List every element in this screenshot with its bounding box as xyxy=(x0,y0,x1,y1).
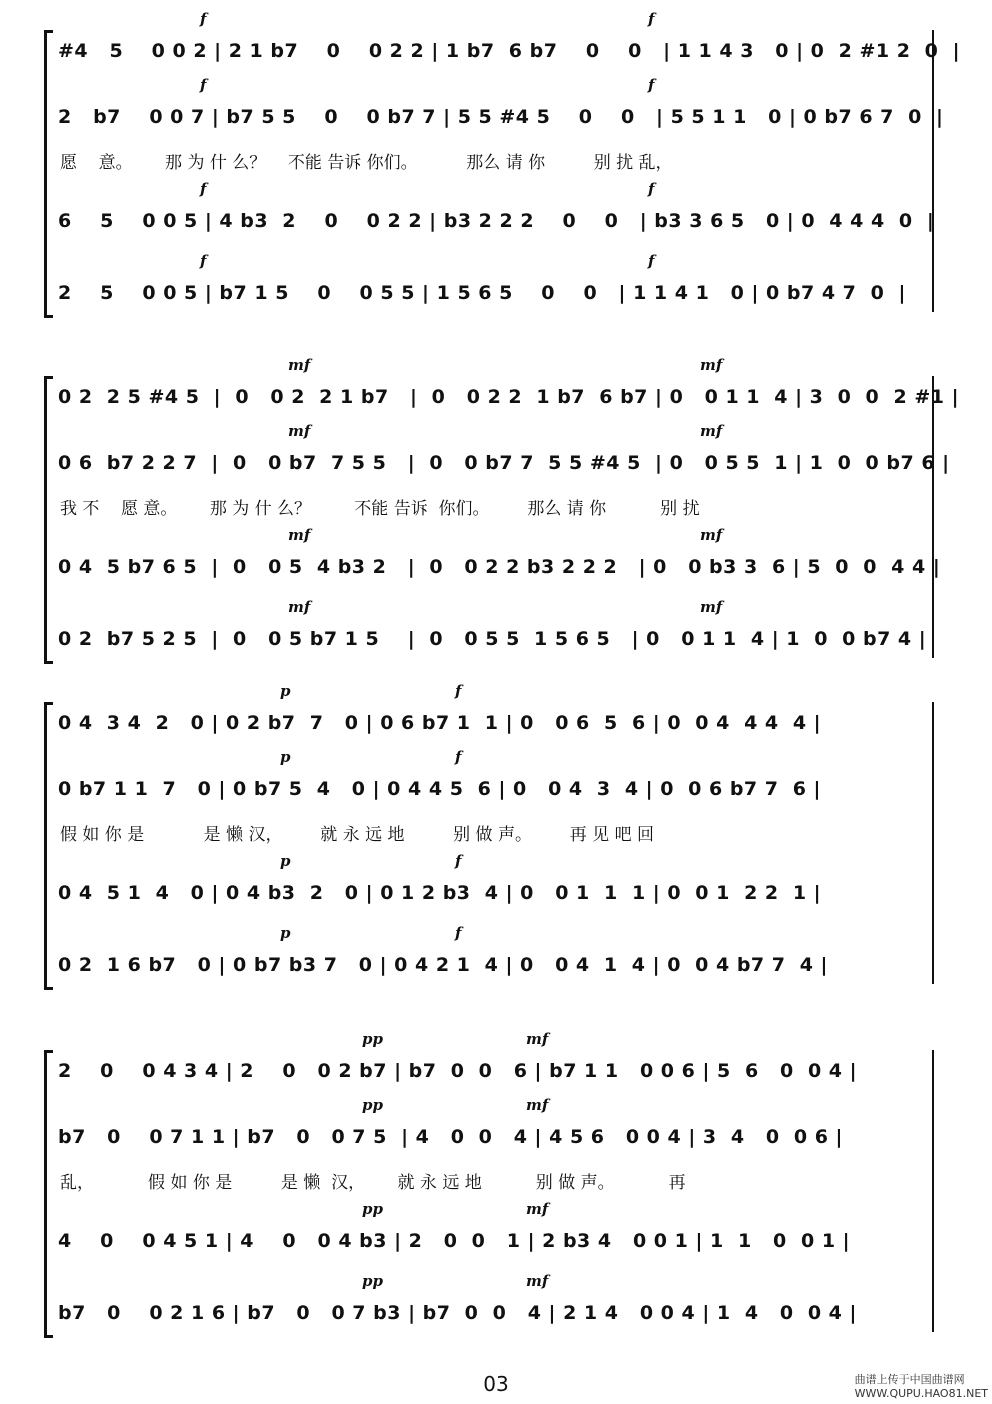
dynamic-marking: pp xyxy=(362,1030,383,1048)
dynamic-marking: pp xyxy=(362,1096,383,1114)
dynamic-marking: p xyxy=(280,748,291,766)
voice-part-line: 0 4 3 4 2 0 | 0 2 b7 7 0 | 0 6 b7 1 1 | 0 0 6 5 6 | 0 0 4 4 4 4 | xyxy=(58,712,822,734)
dynamic-marking: mf xyxy=(526,1096,549,1114)
dynamic-marking: pp xyxy=(362,1200,383,1218)
dynamic-marking: mf xyxy=(526,1272,549,1290)
dynamic-marking: f xyxy=(648,252,655,270)
dynamic-marking: mf xyxy=(700,526,723,544)
dynamic-marking: mf xyxy=(288,356,311,374)
dynamic-marking: mf xyxy=(700,422,723,440)
dynamic-marking: mf xyxy=(288,526,311,544)
system-end-barline xyxy=(932,702,934,984)
dynamic-marking: mf xyxy=(526,1030,549,1048)
voice-part-line: 2 b7 0 0 7 | b7 5 5 0 0 b7 7 | 5 5 #4 5 0 0 | 5 5 1 1 0 | 0 b7 6 7 0 | xyxy=(58,106,944,128)
dynamic-marking: p xyxy=(280,924,291,942)
dynamic-marking: p xyxy=(280,852,291,870)
dynamic-marking: pp xyxy=(362,1272,383,1290)
dynamic-marking: f xyxy=(200,10,207,28)
system-end-barline xyxy=(932,30,934,312)
dynamic-marking: mf xyxy=(700,598,723,616)
system-end-barline xyxy=(932,376,934,658)
lyric-line: 乱， 假 如 你 是 是 懒 汉， 就 永 远 地 别 做 声。 再 xyxy=(60,1173,686,1193)
dynamic-marking: f xyxy=(455,852,462,870)
dynamic-marking: mf xyxy=(526,1200,549,1218)
lyric-line: 假 如 你 是 是 懒 汉， 就 永 远 地 别 做 声。 再 见 吧 回 xyxy=(60,825,654,845)
voice-part-line: 0 2 b7 5 2 5 | 0 0 5 b7 1 5 | 0 0 5 5 1 5 6 5 | 0 0 1 1 4 | 1 0 0 b7 4 | xyxy=(58,628,927,650)
voice-part-line: 0 6 b7 2 2 7 | 0 0 b7 7 5 5 | 0 0 b7 7 5 5 #4 5 | 0 0 5 5 1 | 1 0 0 b7 6 | xyxy=(58,452,950,474)
system-bracket xyxy=(44,702,53,990)
voice-part-line: #4 5 0 0 2 | 2 1 b7 0 0 2 2 | 1 b7 6 b7 0 0 | 1 1 4 3 0 | 0 2 #1 2 0 | xyxy=(58,40,961,62)
lyric-line: 我 不 愿 意。 那 为 什 么？ 不能 告诉 你们。 那么 请 你 别 扰 xyxy=(60,499,700,519)
voice-part-line: 0 4 5 1 4 0 | 0 4 b3 2 0 | 0 1 2 b3 4 | 0 0 1 1 1 | 0 0 1 2 2 1 | xyxy=(58,882,822,904)
dynamic-marking: mf xyxy=(288,598,311,616)
dynamic-marking: mf xyxy=(700,356,723,374)
voice-part-line: b7 0 0 7 1 1 | b7 0 0 7 5 | 4 0 0 4 | 4 5 6 0 0 4 | 3 4 0 0 6 | xyxy=(58,1126,843,1148)
voice-part-line: 0 2 1 6 b7 0 | 0 b7 b3 7 0 | 0 4 2 1 4 | 0 0 4 1 4 | 0 0 4 b7 7 4 | xyxy=(58,954,828,976)
lyric-line: 愿 意。 那 为 什 么？ 不能 告诉 你们。 那么 请 你 别 扰 乱， xyxy=(60,153,673,173)
dynamic-marking: f xyxy=(455,682,462,700)
site-watermark: 曲谱上传于中国曲谱网 WWW.QUPU.HAO81.NET xyxy=(854,1373,988,1400)
page-number: 03 xyxy=(483,1372,509,1396)
dynamic-marking: f xyxy=(648,76,655,94)
voice-part-line: 2 0 0 4 3 4 | 2 0 0 2 b7 | b7 0 0 6 | b7 1 1 0 0 6 | 5 6 0 0 4 | xyxy=(58,1060,858,1082)
dynamic-marking: f xyxy=(200,180,207,198)
system-bracket xyxy=(44,376,53,664)
system-bracket xyxy=(44,30,53,318)
dynamic-marking: mf xyxy=(288,422,311,440)
dynamic-marking: f xyxy=(455,748,462,766)
voice-part-line: 0 2 2 5 #4 5 | 0 0 2 2 1 b7 | 0 0 2 2 1 b7 6 b7 | 0 0 1 1 4 | 3 0 0 2 #1 | xyxy=(58,386,960,408)
voice-part-line: 6 5 0 0 5 | 4 b3 2 0 0 2 2 | b3 2 2 2 0 0 | b3 3 6 5 0 | 0 4 4 4 0 | xyxy=(58,210,935,232)
dynamic-marking: f xyxy=(200,76,207,94)
voice-part-line: 0 b7 1 1 7 0 | 0 b7 5 4 0 | 0 4 4 5 6 | 0 0 4 3 4 | 0 0 6 b7 7 6 | xyxy=(58,778,821,800)
system-bracket xyxy=(44,1050,53,1338)
voice-part-line: 2 5 0 0 5 | b7 1 5 0 0 5 5 | 1 5 6 5 0 0 | 1 1 4 1 0 | 0 b7 4 7 0 | xyxy=(58,282,906,304)
dynamic-marking: f xyxy=(200,252,207,270)
voice-part-line: b7 0 0 2 1 6 | b7 0 0 7 b3 | b7 0 0 4 | 2 1 4 0 0 4 | 1 4 0 0 4 | xyxy=(58,1302,857,1324)
system-end-barline xyxy=(932,1050,934,1332)
voice-part-line: 4 0 0 4 5 1 | 4 0 0 4 b3 | 2 0 0 1 | 2 b3 4 0 0 1 | 1 1 0 0 1 | xyxy=(58,1230,851,1252)
dynamic-marking: p xyxy=(280,682,291,700)
dynamic-marking: f xyxy=(648,180,655,198)
dynamic-marking: f xyxy=(648,10,655,28)
dynamic-marking: f xyxy=(455,924,462,942)
voice-part-line: 0 4 5 b7 6 5 | 0 0 5 4 b3 2 | 0 0 2 2 b3 2 2 2 | 0 0 b3 3 6 | 5 0 0 4 4 | xyxy=(58,556,941,578)
